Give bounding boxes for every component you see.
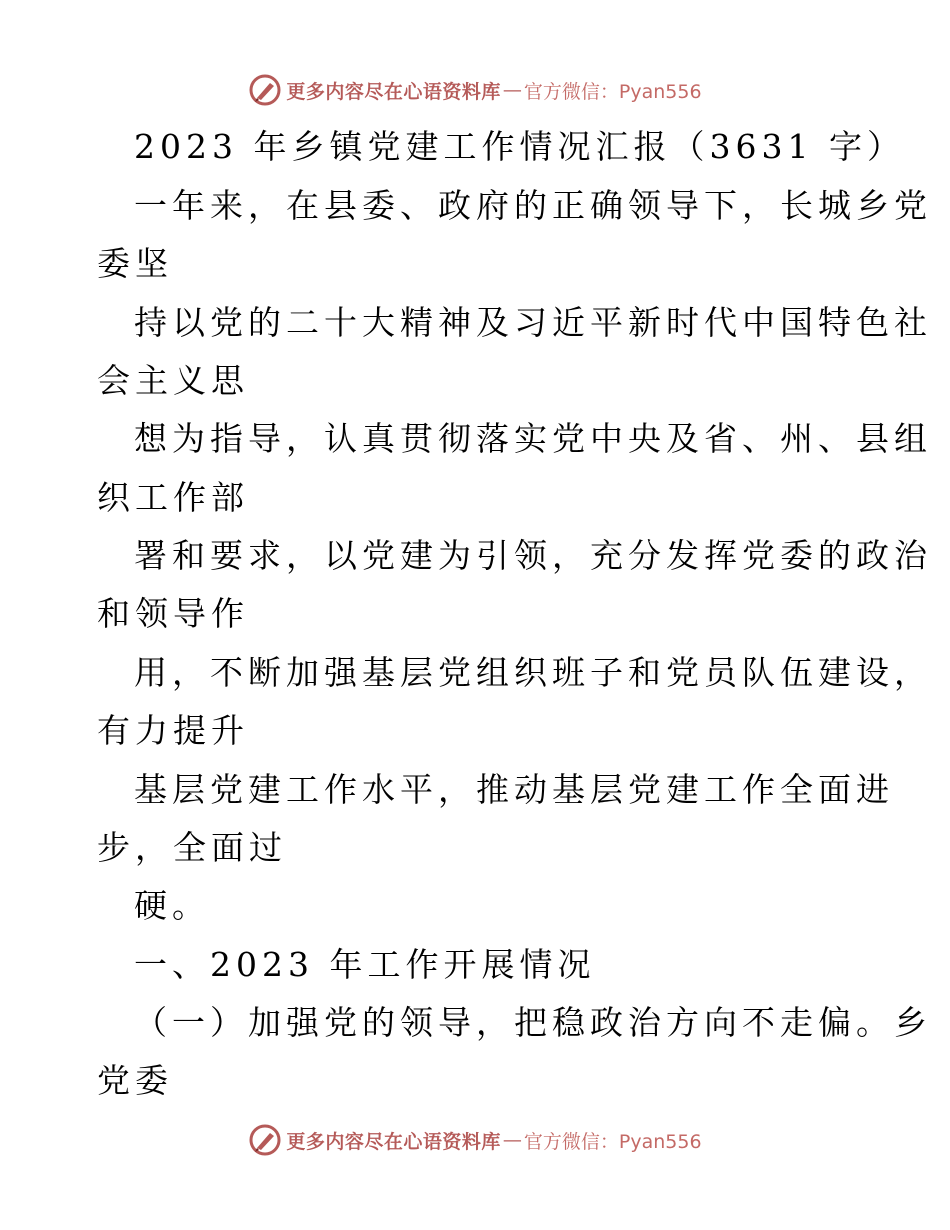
subsection-heading: （一）加强党的领导，把稳政治方向不走偏。乡 xyxy=(134,1003,932,1042)
pen-logo-icon xyxy=(248,73,282,107)
banner-text: 更多内容尽在心语资料库 xyxy=(286,1130,501,1153)
text-line: 基层党建工作水平，推动基层党建工作全面进 xyxy=(134,770,894,809)
footer-banner xyxy=(0,1122,950,1158)
text-line: 有力提升 xyxy=(97,711,249,750)
banner-dash: — xyxy=(502,79,522,101)
banner-dash: — xyxy=(502,1129,522,1151)
text-line: 和领导作 xyxy=(97,594,249,633)
text-line: 一年来，在县委、政府的正确领导下，长城乡党 xyxy=(134,186,932,225)
text-line: 署和要求，以党建为引领，充分发挥党委的政治 xyxy=(134,536,932,575)
text-line: 织工作部 xyxy=(97,478,249,517)
pen-logo-icon xyxy=(248,1123,282,1157)
text-line: 党委 xyxy=(97,1061,173,1100)
banner-account: 官方微信：Pyan556 xyxy=(523,1130,702,1153)
banner-account: 官方微信：Pyan556 xyxy=(523,80,702,103)
text-line: 持以党的二十大精神及习近平新时代中国特色社 xyxy=(134,303,932,342)
section-heading: 一、2023 年工作开展情况 xyxy=(134,945,596,984)
document-title: 2023 年乡镇党建工作情况汇报（3631 字） xyxy=(134,127,905,166)
text-line: 委坚 xyxy=(97,244,173,283)
header-banner xyxy=(0,72,950,108)
banner-text: 更多内容尽在心语资料库 xyxy=(286,80,501,103)
text-line: 想为指导，认真贯彻落实党中央及省、州、县组 xyxy=(134,419,932,458)
text-line: 用，不断加强基层党组织班子和党员队伍建设， xyxy=(134,653,932,692)
text-line: 步，全面过 xyxy=(97,828,287,867)
text-line: 硬。 xyxy=(134,886,210,925)
text-line: 会主义思 xyxy=(97,361,249,400)
